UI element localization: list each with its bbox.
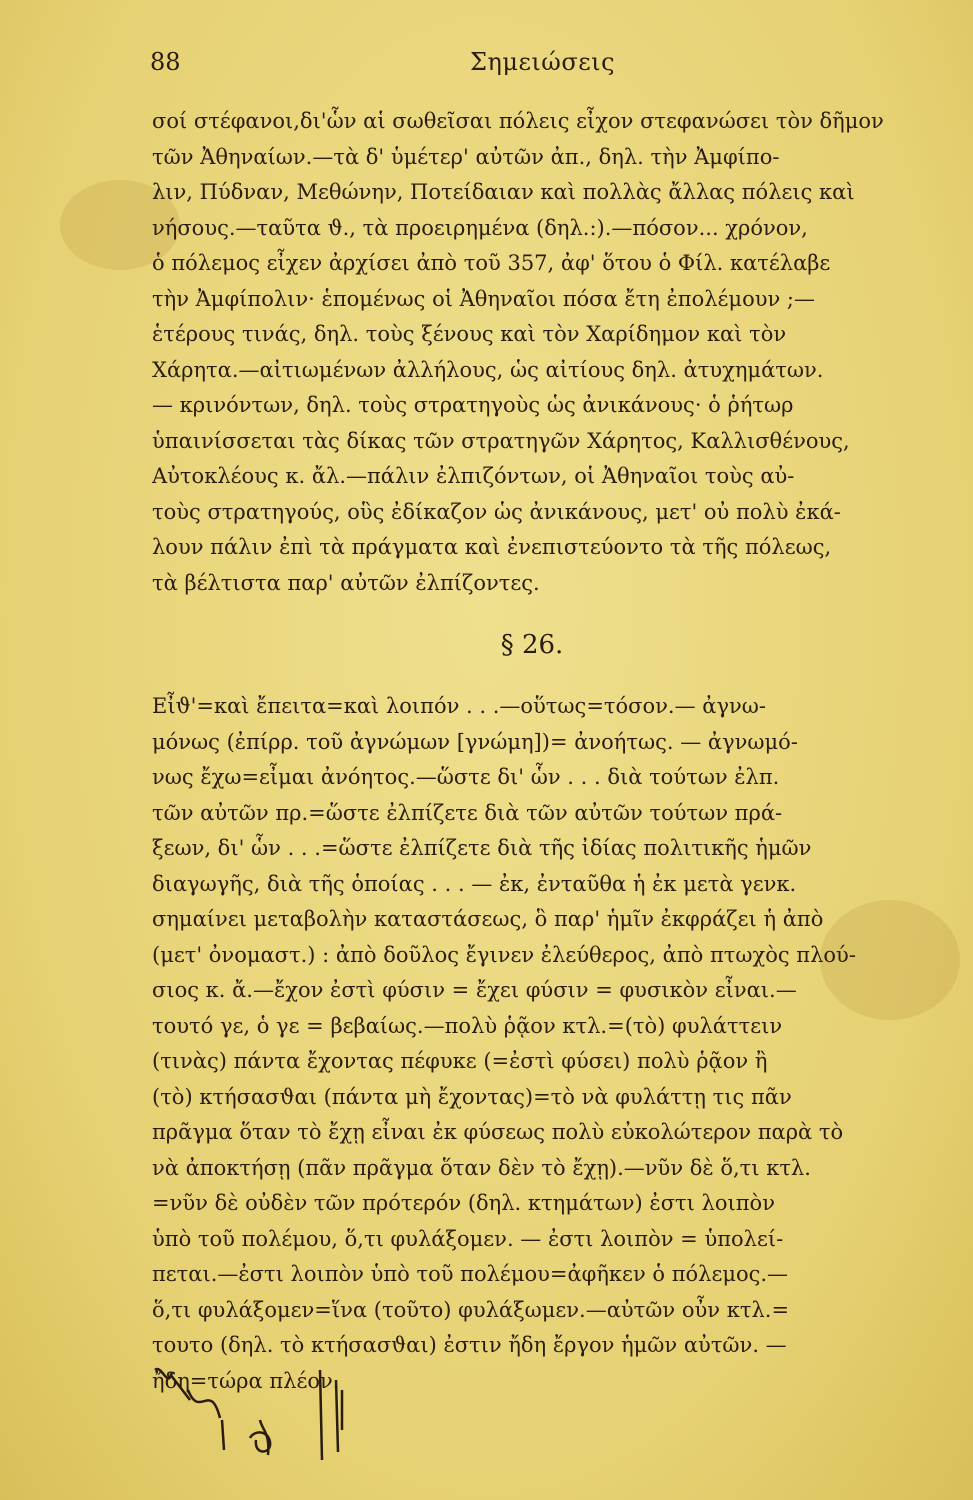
text-line: τουτό γε, ὁ γε = βεβαίως.—πολὺ ῥᾷον κτλ.=(τὸ) φυλάττειν — [152, 1013, 783, 1038]
text-line: Εἶϑ'=καὶ ἔπειτα=καὶ λοιπόν . . .—οὕτως=τόσον.— ἀγνω- — [152, 694, 766, 718]
text-line: ὅ,τι φυλάξομεν=ἵνα (τοῦτο) φυλάξωμεν.—αὐτῶν οὖν κτλ.= — [152, 1297, 790, 1322]
page-header — [150, 48, 910, 82]
text-line: =νῦν δὲ οὐδὲν τῶν πρότερόν (δηλ. κτημάτων) ἐστι λοιπὸν — [152, 1191, 775, 1215]
text-line: ἑτέρους τινάς, δηλ. τοὺς ξένους καὶ τὸν Χαρίδημον καὶ τὸν — [152, 322, 787, 346]
text-line: Χάρητα.—αἰτιωμένων ἀλλήλους, ὡς αἰτίους δηλ. ἀτυχημάτων. — [152, 357, 824, 382]
text-line: Αὐτοκλέους κ. ἄλ.—πάλιν ἐλπιζόντων, οἱ Ἀθηναῖοι τοὺς αὐ- — [152, 464, 795, 488]
text-line: τῶν αὐτῶν πρ.=ὥστε ἐλπίζετε διὰ τῶν αὐτῶν τούτων πρά- — [152, 800, 783, 825]
text-line: λιν, Πύδναν, Μεθώνην, Ποτείδαιαν καὶ πολλὰς ἄλλας πόλεις καὶ — [152, 180, 855, 204]
text-line: σημαίνει μεταβολὴν καταστάσεως, ὃ παρ' ἡμῖν ἐκφράζει ἡ ἀπὸ — [152, 907, 824, 931]
text-line: λουν πάλιν ἐπὶ τὰ πράγματα καὶ ἐνεπιστεύοντο τὰ τῆς πόλεως, — [152, 535, 832, 559]
text-line: σιος κ. ἄ.—ἔχον ἐστὶ φύσιν = ἔχει φύσιν = φυσικὸν εἶναι.— — [152, 978, 797, 1002]
text-line: πρᾶγμα ὅταν τὸ ἔχῃ εἶναι ἐκ φύσεως πολὺ εὐκολώτερον παρὰ τὸ — [152, 1120, 844, 1144]
text-line: (τινὰς) πάντα ἔχοντας πέφυκε (=ἐστὶ φύσει) πολὺ ῥᾷον ἢ — [152, 1049, 768, 1073]
text-line: τὴν Ἀμφίπολιν· ἑπομένως οἱ Ἀθηναῖοι πόσα ἔτη ἐπολέμουν ;— — [152, 286, 815, 311]
text-line: ὁ πόλεμος εἶχεν ἀρχίσει ἀπὸ τοῦ 357, ἀφ' ὅτου ὁ Φίλ. κατέλαβε — [152, 251, 831, 275]
running-title: Σημειώσεις — [470, 48, 616, 76]
text-line: νήσους.—ταῦτα ϑ., τὰ προειρημένα (δηλ.:).—πόσον... χρόνον, — [152, 215, 808, 240]
text-line: νὰ ἀποκτήσῃ (πᾶν πρᾶγμα ὅταν δὲν τὸ ἔχῃ).—νῦν δὲ ὅ,τι κτλ. — [152, 1155, 811, 1180]
text-line: πεται.—ἐστι λοιπὸν ὑπὸ τοῦ πολέμου=ἀφῆκεν ὁ πόλεμος.— — [152, 1262, 789, 1286]
text-line: ὑπὸ τοῦ πολέμου, ὅ,τι φυλάξομεν. — ἐστι λοιπὸν = ὑπολεί- — [152, 1226, 784, 1251]
notes-before-section — [152, 104, 932, 601]
text-line: τοὺς στρατηγούς, οὓς ἐδίκαζον ὡς ἀνικάνους, μετ' οὐ πολὺ ἐκά- — [152, 499, 841, 524]
section-heading: § 26. — [500, 630, 564, 660]
text-line: τουτο (δηλ. τὸ κτήσασϑαι) ἐστιν ἤδη ἔργον ἡμῶν αὐτῶν. — — [152, 1333, 787, 1357]
text-line: — κρινόντων, δηλ. τοὺς στρατηγοὺς ὡς ἀνικάνους· ὁ ῥήτωρ — [152, 393, 794, 417]
text-line: (τὸ) κτήσασϑαι (πάντα μὴ ἔχοντας)=τὸ νὰ φυλάττῃ τις πᾶν — [152, 1084, 792, 1109]
text-line: σοί στέφανοι,δι'ὧν αἱ σωθεῖσαι πόλεις εἶχον στεφανώσει τὸν δῆμον — [152, 109, 884, 133]
notes-body — [152, 104, 932, 1399]
page-number: 88 — [150, 48, 181, 76]
text-line: μόνως (ἐπίρρ. τοῦ ἀγνώμων [γνώμη])= ἀνοήτως. — ἀγνωμό- — [152, 729, 798, 754]
text-line: ἤδη=τώρα πλέον. — [152, 1368, 340, 1393]
text-line: τὰ βέλτιστα παρ' αὐτῶν ἐλπίζοντες. — [152, 570, 540, 595]
notes-after-section — [152, 689, 932, 1399]
text-line: διαγωγῆς, διὰ τῆς ὁποίας . . . — ἐκ, ἐνταῦθα ἡ ἐκ μετὰ γενκ. — [152, 871, 797, 896]
text-line: νως ἔχω=εἶμαι ἀνόητος.—ὥστε δι' ὧν . . . διὰ τούτων ἐλπ. — [152, 765, 780, 789]
text-line: ξεων, δι' ὧν . . .=ὥστε ἐλπίζετε διὰ τῆς ἰδίας πολιτικῆς ἡμῶν — [152, 836, 812, 860]
text-line: τῶν Ἀθηναίων.—τὰ δ' ὑμέτερ' αὐτῶν ἀπ., δηλ. τὴν Ἀμφίπο- — [152, 144, 780, 169]
handwritten-scribble — [150, 1360, 450, 1470]
text-line: ὑπαινίσσεται τὰς δίκας τῶν στρατηγῶν Χάρητος, Καλλισθένους, — [152, 428, 850, 453]
text-line: (μετ' ὀνομαστ.) : ἀπὸ δοῦλος ἔγινεν ἐλεύθερος, ἀπὸ πτωχὸς πλού- — [152, 942, 856, 967]
